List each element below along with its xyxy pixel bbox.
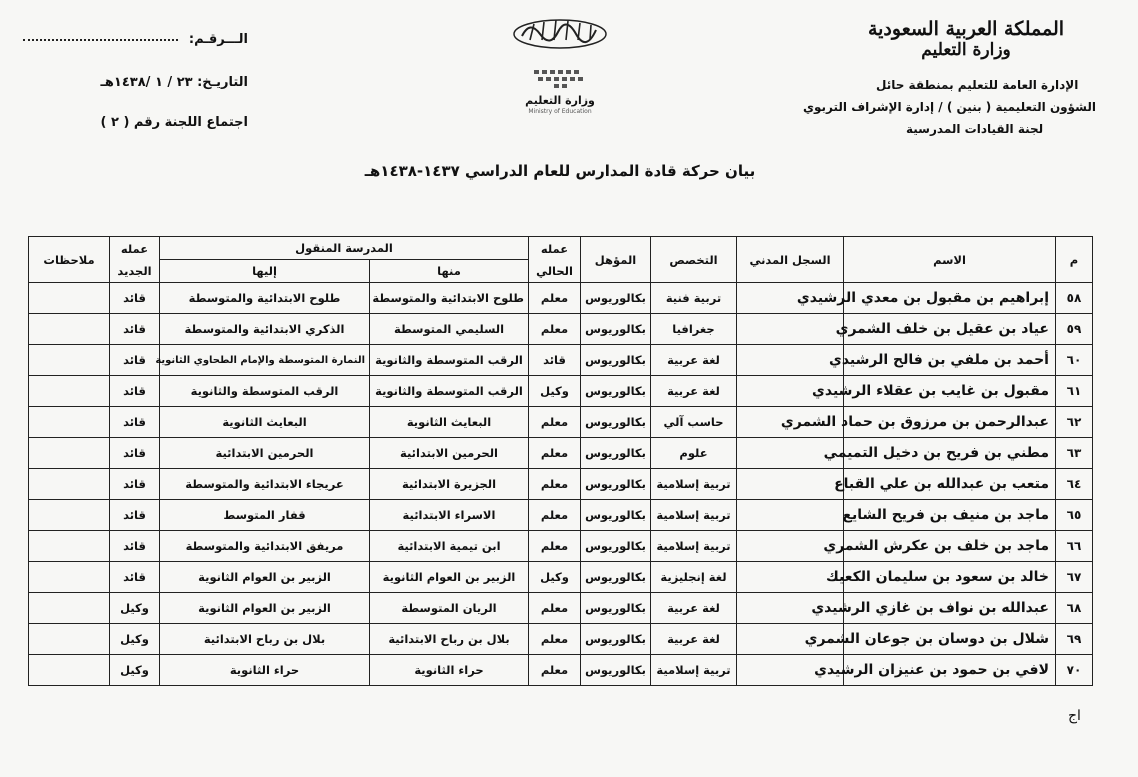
table-row (29, 469, 1093, 500)
cell-notes (29, 655, 110, 686)
cell-name: أحمد بن ملفي بن فالح الرشيدي (844, 345, 1056, 376)
cell-current: وكيل (529, 562, 581, 593)
header-new: عمله الجديد (110, 237, 160, 283)
leaders-transfer-table (28, 236, 1093, 686)
cell-from: الرقب المتوسطة والثانوية (370, 376, 529, 407)
cell-spec: لغة عربية (651, 376, 737, 407)
cell-new: قائد (110, 562, 160, 593)
cell-qual: بكالوريوس (581, 376, 651, 407)
cell-new: قائد (110, 500, 160, 531)
cell-civil (737, 314, 844, 345)
cell-name: مقبول بن غايب بن عقلاء الرشيدي (844, 376, 1056, 407)
document-title: بيان حركة قادة المدارس للعام الدراسي ١٤٣٧-١٤٣٨هـ (364, 162, 756, 180)
cell-current: معلم (529, 283, 581, 314)
header-to: إليها (160, 260, 370, 283)
header-current: عمله الحالي (529, 237, 581, 283)
cell-qual: بكالوريوس (581, 500, 651, 531)
ministry-logo (505, 68, 615, 115)
cell-civil (737, 345, 844, 376)
cell-to: قفار المتوسط (160, 500, 370, 531)
cell-spec: علوم (651, 438, 737, 469)
cell-current: معلم (529, 593, 581, 624)
cell-notes (29, 376, 110, 407)
cell-from: الحرمين الابتدائية (370, 438, 529, 469)
cell-m: ٦٠ (1056, 345, 1093, 376)
header-school: المدرسة المنقول (160, 237, 529, 260)
cell-new: وكيل (110, 593, 160, 624)
cell-current: معلم (529, 407, 581, 438)
cell-from: ابن تيمية الابتدائية (370, 531, 529, 562)
cell-spec: جغرافيا (651, 314, 737, 345)
cell-name: شلال بن دوسان بن جوعان الشمري (844, 624, 1056, 655)
cell-m: ٦٢ (1056, 407, 1093, 438)
table-row (29, 562, 1093, 593)
header-center-logos (505, 12, 615, 115)
committee-line: لجنة القيادات المدرسية (906, 122, 1044, 136)
cell-to: الزبير بن العوام الثانوية (160, 593, 370, 624)
cell-m: ٦١ (1056, 376, 1093, 407)
cell-notes (29, 593, 110, 624)
cell-spec: تربية إسلامية (651, 500, 737, 531)
cell-from: الريان المتوسطة (370, 593, 529, 624)
cell-new: قائد (110, 407, 160, 438)
cell-name: لافي بن حمود بن عنيزان الرشيدي (844, 655, 1056, 686)
cell-current: وكيل (529, 376, 581, 407)
cell-m: ٦٣ (1056, 438, 1093, 469)
ministry-title: وزارة التعليم (921, 40, 1011, 60)
affairs-line: الشؤون التعليمية ( بنين ) / إدارة الإشراف التربوي (803, 100, 1096, 114)
header-from: منها (370, 260, 529, 283)
cell-current: معلم (529, 624, 581, 655)
cell-to: الزبير بن العوام الثانوية (160, 562, 370, 593)
cell-name: إبراهيم بن مقبول بن معدي الرشيدي (844, 283, 1056, 314)
cell-new: وكيل (110, 624, 160, 655)
cell-to: الذكري الابتدائية والمتوسطة (160, 314, 370, 345)
cell-current: معلم (529, 314, 581, 345)
cell-m: ٦٦ (1056, 531, 1093, 562)
header-notes: ملاحظات (29, 237, 110, 283)
cell-notes (29, 531, 110, 562)
cell-m: ٧٠ (1056, 655, 1093, 686)
header-name: الاسم (844, 237, 1056, 283)
cell-to: حراء الثانوية (160, 655, 370, 686)
table-row (29, 531, 1093, 562)
ministry-logo-english: Ministry of Education (528, 108, 592, 115)
cell-from: السليمي المتوسطة (370, 314, 529, 345)
cell-notes (29, 500, 110, 531)
cell-from: الاسراء الابتدائية (370, 500, 529, 531)
cell-name: عبدالرحمن بن مرزوق بن حماد الشمري (844, 407, 1056, 438)
cell-name: خالد بن سعود بن سليمان الكعيك (844, 562, 1056, 593)
cell-new: قائد (110, 376, 160, 407)
table-row (29, 655, 1093, 686)
cell-current: معلم (529, 469, 581, 500)
cell-to: الرقب المتوسطة والثانوية (160, 376, 370, 407)
cell-from: بلال بن رباح الابتدائية (370, 624, 529, 655)
initials-mark: اج (1068, 708, 1081, 724)
cell-new: قائد (110, 283, 160, 314)
cell-civil (737, 500, 844, 531)
cell-to: بلال بن رباح الابتدائية (160, 624, 370, 655)
cell-from: الرقب المتوسطة والثانوية (370, 345, 529, 376)
cell-new: قائد (110, 469, 160, 500)
cell-to: البعايث الثانوية (160, 407, 370, 438)
cell-name: ماجد بن خلف بن عكرش الشمري (844, 531, 1056, 562)
cell-qual: بكالوريوس (581, 314, 651, 345)
cell-current: معلم (529, 438, 581, 469)
cell-current: معلم (529, 655, 581, 686)
cell-spec: لغة عربية (651, 345, 737, 376)
table-body (29, 283, 1093, 686)
cell-current: قائد (529, 345, 581, 376)
cell-notes (29, 469, 110, 500)
cell-from: الجزيرة الابتدائية (370, 469, 529, 500)
cell-spec: تربية إسلامية (651, 655, 737, 686)
cell-to: مريفق الابتدائية والمتوسطة (160, 531, 370, 562)
cell-m: ٦٥ (1056, 500, 1093, 531)
table-row (29, 314, 1093, 345)
cell-m: ٦٤ (1056, 469, 1093, 500)
cell-qual: بكالوريوس (581, 624, 651, 655)
cell-spec: لغة عربية (651, 624, 737, 655)
cell-qual: بكالوريوس (581, 283, 651, 314)
reference-number (23, 30, 248, 50)
table-row (29, 500, 1093, 531)
date-value: ٢٣ / ١ /١٤٣٨هـ (100, 75, 193, 90)
cell-notes (29, 562, 110, 593)
cell-current: معلم (529, 531, 581, 562)
meeting-number: اجتماع اللجنة رقم ( ٢ ) (100, 115, 248, 130)
cell-spec: تربية إسلامية (651, 531, 737, 562)
cell-notes (29, 624, 110, 655)
cell-qual: بكالوريوس (581, 469, 651, 500)
cell-current: معلم (529, 500, 581, 531)
cell-qual: بكالوريوس (581, 407, 651, 438)
cell-name: عبدالله بن نواف بن غازي الرشيدي (844, 593, 1056, 624)
date-row (100, 73, 248, 93)
cell-civil (737, 469, 844, 500)
header-qual: المؤهل (581, 237, 651, 283)
cell-qual: بكالوريوس (581, 438, 651, 469)
cell-m: ٦٧ (1056, 562, 1093, 593)
header-m: م (1056, 237, 1093, 283)
cell-notes (29, 438, 110, 469)
table-row (29, 438, 1093, 469)
cell-notes (29, 283, 110, 314)
cell-to: النمارة المتوسطة والإمام الطحاوي الثانوية (160, 345, 370, 376)
header-right-block (803, 18, 1096, 140)
cell-m: ٥٩ (1056, 314, 1093, 345)
cell-notes (29, 407, 110, 438)
cell-new: قائد (110, 314, 160, 345)
cell-qual: بكالوريوس (581, 593, 651, 624)
cell-spec: تربية فنية (651, 283, 737, 314)
ministry-dots-icon (530, 68, 590, 90)
cell-m: ٦٨ (1056, 593, 1093, 624)
cell-name: مطني بن فريح بن دخيل التميمي (844, 438, 1056, 469)
cell-spec: تربية إسلامية (651, 469, 737, 500)
cell-new: وكيل (110, 655, 160, 686)
cell-from: حراء الثانوية (370, 655, 529, 686)
cell-new: قائد (110, 345, 160, 376)
kingdom-title: المملكة العربية السعودية (867, 18, 1065, 40)
cell-spec: لغة إنجليزية (651, 562, 737, 593)
cell-from: طلوح الابتدائية والمتوسطة (370, 283, 529, 314)
date-label: التاريـخ: (197, 75, 248, 90)
cell-spec: حاسب آلي (651, 407, 737, 438)
cell-to: الحرمين الابتدائية (160, 438, 370, 469)
cell-from: الزبير بن العوام الثانوية (370, 562, 529, 593)
cell-name: ماجد بن منيف بن فريح الشايع (844, 500, 1056, 531)
cell-notes (29, 345, 110, 376)
table-row (29, 376, 1093, 407)
cell-name: عياد بن عقيل بن خلف الشمري (844, 314, 1056, 345)
cell-qual: بكالوريوس (581, 562, 651, 593)
table-row (29, 345, 1093, 376)
cell-qual: بكالوريوس (581, 655, 651, 686)
cell-m: ٥٨ (1056, 283, 1093, 314)
table-row (29, 624, 1093, 655)
number-label: الـــرقـم: (188, 32, 248, 47)
cell-spec: لغة عربية (651, 593, 737, 624)
cell-from: البعايث الثانوية (370, 407, 529, 438)
cell-qual: بكالوريوس (581, 531, 651, 562)
cell-notes (29, 314, 110, 345)
header-civil: السجل المدني (737, 237, 844, 283)
cell-to: عريجاء الابتدائية والمتوسطة (160, 469, 370, 500)
cell-new: قائد (110, 531, 160, 562)
header-spec: التخصص (651, 237, 737, 283)
table-row (29, 407, 1093, 438)
table-row (29, 283, 1093, 314)
cell-qual: بكالوريوس (581, 345, 651, 376)
cell-m: ٦٩ (1056, 624, 1093, 655)
directorate-line: الإدارة العامة للتعليم بمنطقة حائل (876, 78, 1079, 92)
table-row (29, 593, 1093, 624)
cell-to: طلوح الابتدائية والمتوسطة (160, 283, 370, 314)
ministry-logo-arabic: وزارة التعليم (525, 94, 595, 107)
cell-new: قائد (110, 438, 160, 469)
number-dotted-line (23, 39, 178, 41)
cell-name: متعب بن عبدالله بن علي القباع (844, 469, 1056, 500)
calligraphy-emblem-icon (510, 12, 610, 52)
